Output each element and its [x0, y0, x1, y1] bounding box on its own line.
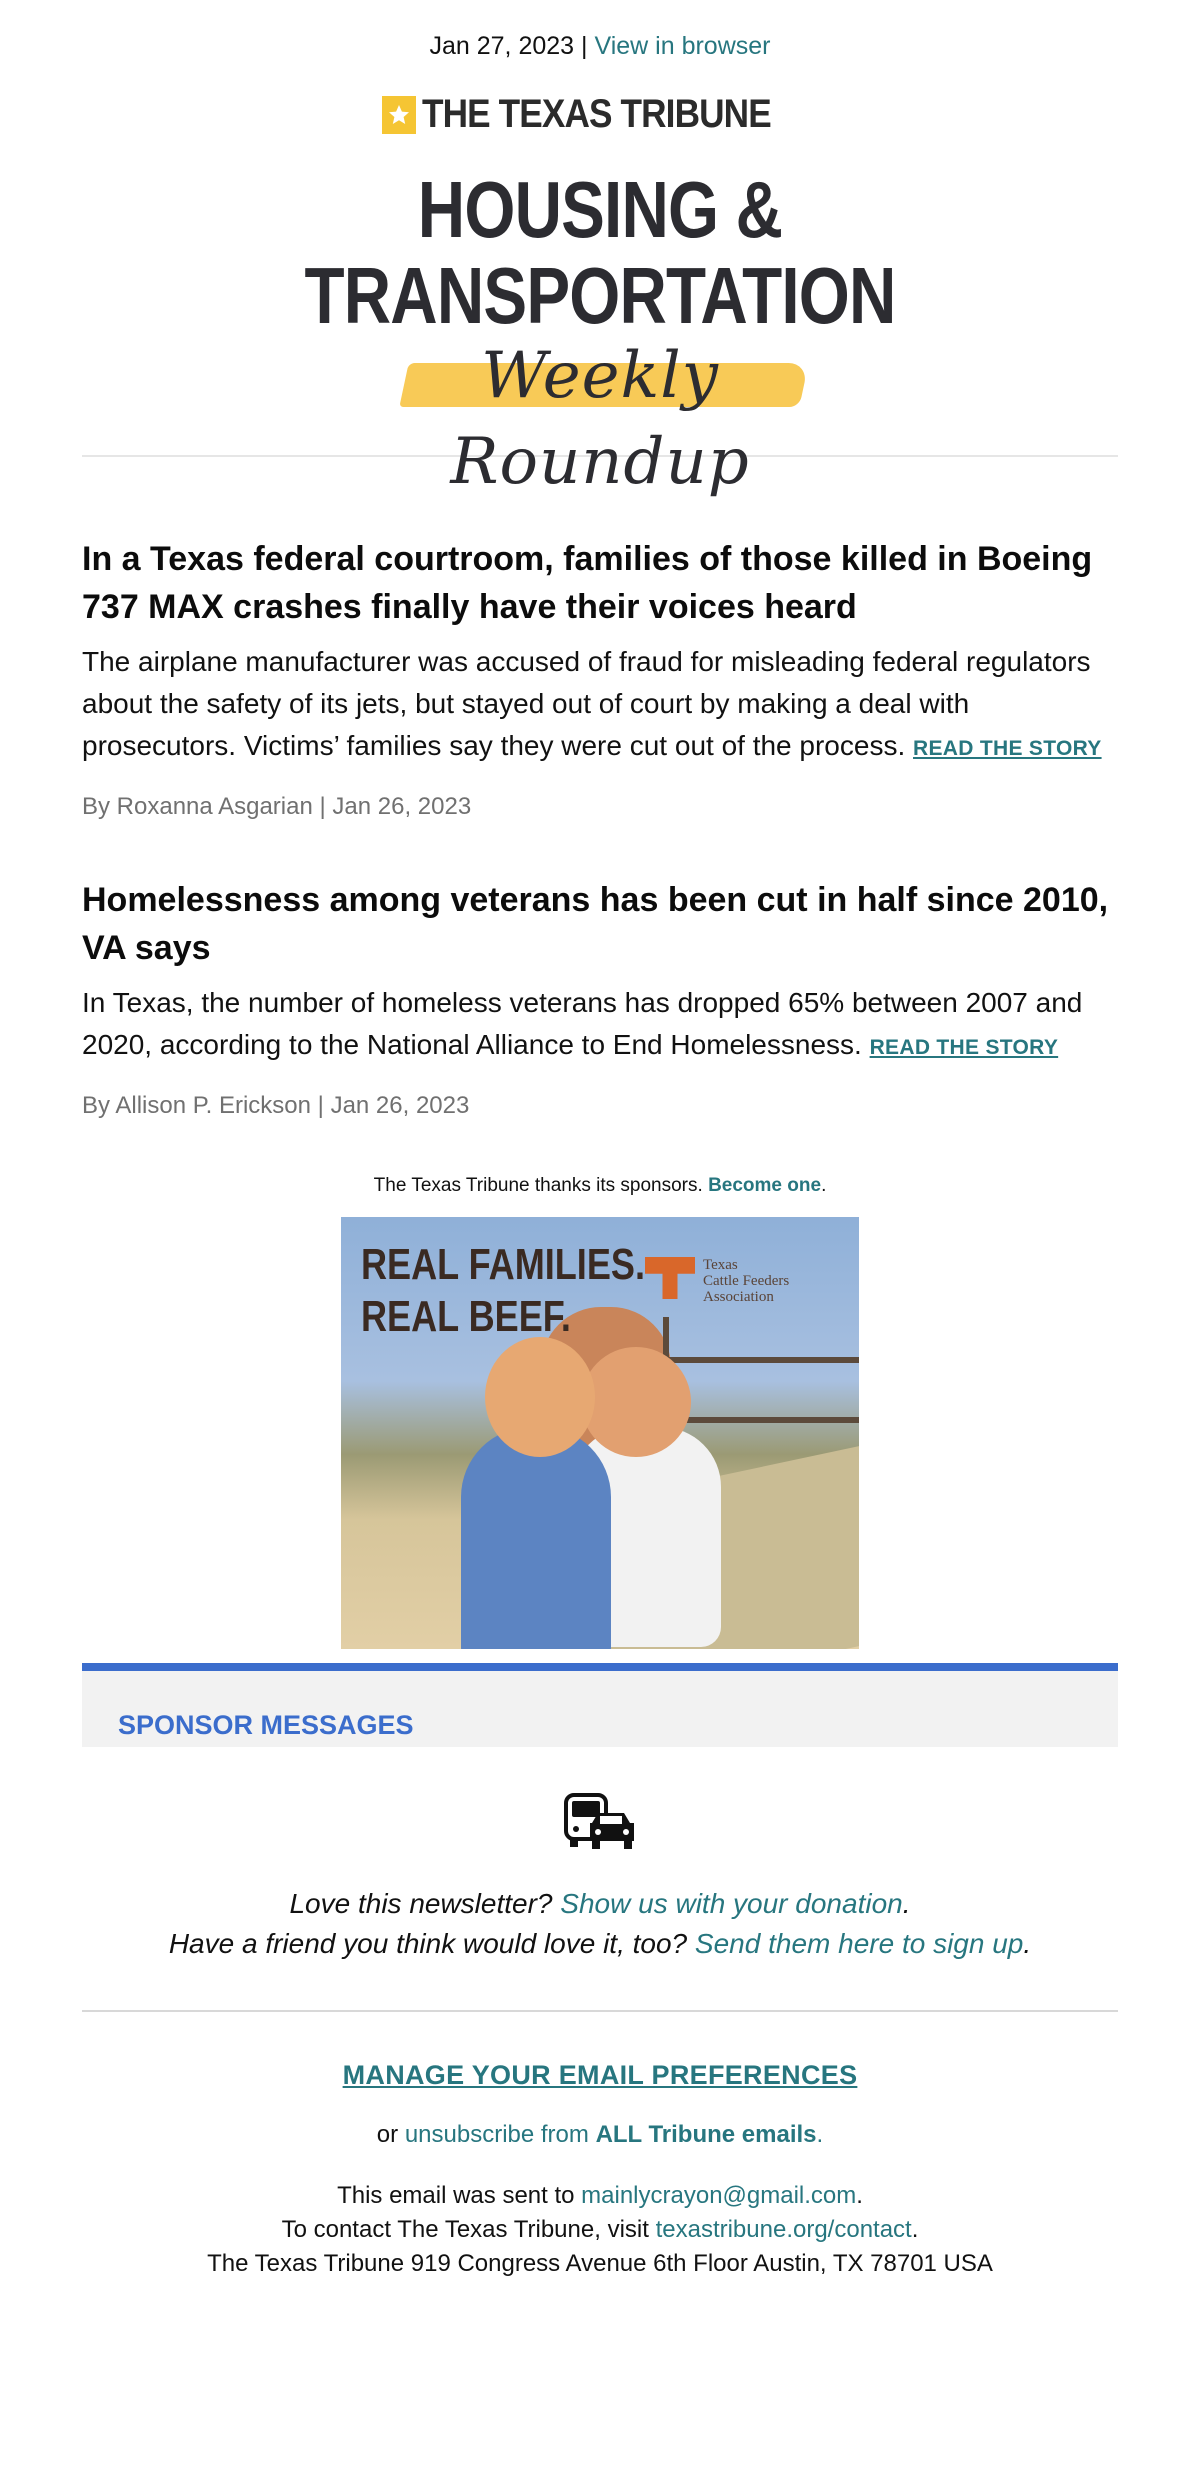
donate-callout: [82, 1884, 1118, 1964]
ad-headline-line1: REAL FAMILIES.: [361, 1240, 645, 1289]
separator: |: [581, 32, 588, 60]
sent-to-line: [82, 2179, 1118, 2213]
story-headline[interactable]: Homelessness among veterans has been cut in half since 2010, VA says: [82, 881, 1109, 967]
star-icon: [382, 96, 416, 134]
unsubscribe-period: .: [816, 2121, 824, 2148]
newsletter-title-block: [82, 165, 1118, 499]
sponsor-thanks-text: The Texas Tribune thanks its sponsors.: [373, 1175, 703, 1196]
transport-icon-row: [82, 1793, 1118, 1856]
ad-headline-line2: REAL BEEF.: [361, 1292, 571, 1341]
story-item: [82, 876, 1118, 1123]
ad-headline: [361, 1239, 645, 1343]
sponsor-thanks: [82, 1175, 1118, 1197]
contact-line: [82, 2213, 1118, 2247]
footer-divider: [82, 2010, 1118, 2012]
brand-name: THE TEXAS TRIBUNE: [421, 92, 771, 136]
signup-link[interactable]: Send them here to sign up: [694, 1928, 1024, 1959]
unsubscribe-line: [82, 2121, 1118, 2149]
donation-link[interactable]: Show us with your donation: [560, 1888, 903, 1919]
story-list: [82, 457, 1118, 1123]
bus-and-car-icon: [564, 1793, 636, 1851]
unsubscribe-text: unsubscribe from: [404, 2121, 589, 2148]
ad-logo: [645, 1257, 833, 1305]
read-story-link[interactable]: READ THE STORY: [913, 737, 1102, 760]
sponsor-messages-header: [82, 1671, 1118, 1747]
sponsor-divider: [82, 1663, 1118, 1671]
newsletter-subtitle-wrap: [370, 333, 830, 499]
newsletter-subtitle: Weekly Roundup: [450, 339, 750, 499]
footer-info: [82, 2179, 1118, 2281]
contact-period: .: [911, 2216, 919, 2243]
mailing-address: The Texas Tribune 919 Congress Avenue 6th Floor Austin, TX 78701 USA: [207, 2250, 993, 2277]
story-summary-text: In Texas, the number of homeless veterans has dropped 65% between 2007 and 2020, according to the National Alliance to End Homelessness.: [82, 987, 1083, 1060]
read-story-link[interactable]: READ THE STORY: [869, 1036, 1059, 1059]
ad-logo-line3: Association: [703, 1289, 774, 1305]
newsletter-title: HOUSING & TRANSPORTATION: [304, 165, 896, 340]
all-emails-text: ALL Tribune emails: [595, 2121, 817, 2148]
brand-logo[interactable]: [82, 92, 1118, 137]
story-summary-text: The airplane manufacturer was accused of fraud for misleading federal regulators about the safety of its jets, but stayed out of court by making a deal with prosecutors. Victims’ families say they were cut out of the process.: [82, 646, 1091, 761]
sponsor-period: .: [821, 1175, 827, 1196]
view-in-browser-link[interactable]: View in browser: [594, 32, 771, 60]
header-meta: [82, 0, 1118, 64]
donate-line2-text: Have a friend you think would love it, too?: [168, 1928, 688, 1959]
donate-line-2: [82, 1924, 1118, 1964]
contact-text: To contact The Texas Tribune, visit: [281, 2216, 649, 2243]
manage-preferences-link[interactable]: MANAGE YOUR EMAIL PREFERENCES: [342, 2060, 858, 2090]
donate-line1-period: .: [902, 1888, 911, 1919]
manage-preferences: [82, 2060, 1118, 2091]
sent-to-text: This email was sent to: [337, 2182, 575, 2209]
donate-line1-text: Love this newsletter?: [289, 1888, 553, 1919]
donate-line2-period: .: [1023, 1928, 1032, 1959]
sent-period: .: [856, 2182, 863, 2209]
story-summary: [82, 641, 1118, 770]
ad-figure-toddler: [461, 1427, 611, 1649]
ad-logo-text: [703, 1257, 833, 1305]
recipient-email-link[interactable]: mainlycrayon@gmail.com: [581, 2182, 857, 2209]
donate-line-1: [82, 1884, 1118, 1924]
story-byline: By Roxanna Asgarian | Jan 26, 2023: [82, 793, 472, 820]
story-summary: [82, 982, 1118, 1069]
become-sponsor-link[interactable]: Become one: [708, 1175, 822, 1196]
ad-logo-line2: Cattle Feeders: [703, 1273, 790, 1289]
sponsor-messages-label: SPONSOR MESSAGES: [118, 1710, 414, 1740]
story-item: [82, 535, 1118, 824]
ad-logo-line1: Texas: [703, 1257, 738, 1273]
unsubscribe-link[interactable]: [405, 2121, 823, 2148]
story-headline[interactable]: In a Texas federal courtroom, families of those killed in Boeing 737 MAX crashes finally have their voices heard: [82, 540, 1093, 626]
longhorn-logo-icon: [645, 1257, 695, 1299]
newsletter-date: Jan 27, 2023: [429, 32, 575, 60]
story-byline: By Allison P. Erickson | Jan 26, 2023: [82, 1092, 470, 1119]
sponsor-ad-image[interactable]: [341, 1217, 859, 1649]
contact-link[interactable]: texastribune.org/contact: [655, 2216, 912, 2243]
or-text: or: [376, 2121, 399, 2148]
